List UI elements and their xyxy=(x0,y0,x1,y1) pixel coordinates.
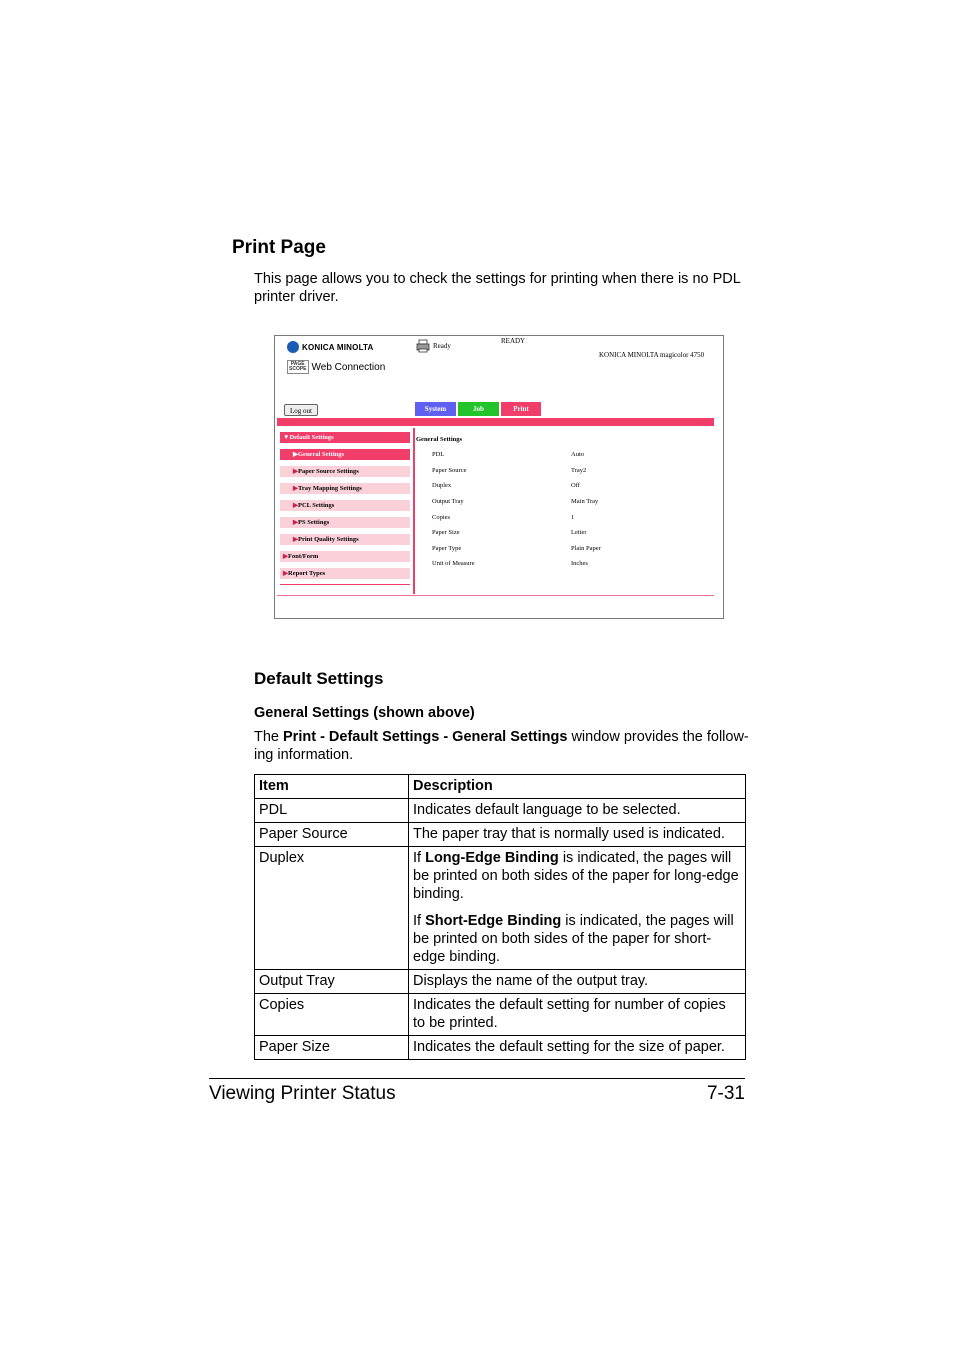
brand-text: KONICA MINOLTA xyxy=(302,342,374,352)
header-bar xyxy=(277,418,714,426)
triangle-right-icon: ▶ xyxy=(293,502,298,509)
pagescope-logo xyxy=(287,360,385,374)
printer-icon xyxy=(416,339,430,353)
setting-value: Letter xyxy=(571,529,587,536)
cell-description: Indicates the default setting for the size of paper. xyxy=(409,1036,746,1060)
setting-value: Auto xyxy=(571,451,584,458)
cell-item: Paper Size xyxy=(255,1036,409,1060)
setting-label: Paper Source xyxy=(432,467,467,474)
globe-icon xyxy=(287,341,299,353)
tab-print[interactable]: Print xyxy=(501,402,541,416)
setting-label: PDL xyxy=(432,451,445,458)
footer-rule xyxy=(209,1078,745,1079)
cell-description: The paper tray that is normally used is indicated. xyxy=(409,823,746,847)
setting-value: Tray2 xyxy=(571,467,587,474)
setting-label: Paper Type xyxy=(432,545,462,552)
setting-label: Duplex xyxy=(432,482,452,489)
setting-value: Off xyxy=(571,482,580,489)
cell-item: Paper Source xyxy=(255,823,409,847)
header-item: Item xyxy=(255,775,409,799)
tab-system[interactable]: System xyxy=(415,402,456,416)
table-row xyxy=(255,1036,746,1060)
panel-divider xyxy=(413,428,415,594)
cell-description: Displays the name of the output tray. xyxy=(409,970,746,994)
triangle-right-icon: ▶ xyxy=(293,451,298,458)
subsection-subtitle: General Settings (shown above) xyxy=(254,705,475,721)
table-row xyxy=(255,970,746,994)
cell-item: Duplex xyxy=(255,847,409,970)
cell-description: If Long-Edge Binding is indicated, the pages will be printed on both sides of the paper for long-edge binding. If Short-Edge Binding is indicated, the pages will be printed on both sides of the paper for short-edge binding. xyxy=(409,847,746,970)
status-ready: READY xyxy=(501,337,526,345)
menu-item-print-quality-settings[interactable]: ▶Print Quality Settings xyxy=(280,534,410,545)
setting-value: Main Tray xyxy=(571,498,599,505)
intro-paragraph xyxy=(254,270,754,306)
menu-item-default-settings[interactable]: ▼Default Settings xyxy=(280,432,410,443)
triangle-right-icon: ▶ xyxy=(293,485,298,492)
cell-description: Indicates the default setting for number of copies to be printed. xyxy=(409,994,746,1036)
setting-label: Output Tray xyxy=(432,498,464,505)
konica-minolta-logo xyxy=(287,341,374,353)
product-name: Web Connection xyxy=(311,361,386,373)
menu-item-ps-settings[interactable]: ▶PS Settings xyxy=(280,517,410,528)
section-title: Print Page xyxy=(232,237,326,258)
table-row xyxy=(255,994,746,1036)
intro-line-2: printer driver. xyxy=(254,289,339,305)
triangle-right-icon: ▶ xyxy=(283,570,288,577)
triangle-right-icon: ▶ xyxy=(293,536,298,543)
cell-item: PDL xyxy=(255,799,409,823)
logout-button[interactable]: Log out xyxy=(284,404,318,416)
header-description: Description xyxy=(409,775,746,799)
footer-divider xyxy=(277,595,714,596)
settings-table xyxy=(254,774,746,1060)
intro-line-1: This page allows you to check the settings for printing when there is no PDL xyxy=(254,271,741,287)
menu-item-pcl-settings[interactable]: ▶PCL Settings xyxy=(280,500,410,511)
cell-description: Indicates default language to be selected. xyxy=(409,799,746,823)
setting-value: 1 xyxy=(571,514,575,521)
menu-item-tray-mapping-settings[interactable]: ▶Tray Mapping Settings xyxy=(280,483,410,494)
menu-item-general-settings[interactable]: ▶General Settings xyxy=(280,449,410,460)
pagescope-badge: PAGE SCOPE xyxy=(289,361,307,372)
page-number: 7-31 xyxy=(706,1083,745,1104)
menu-item-report-types[interactable]: ▶Report Types xyxy=(280,568,410,579)
menu-item-paper-source-settings[interactable]: ▶Paper Source Settings xyxy=(280,466,410,477)
status-short: Ready xyxy=(433,342,451,350)
model-name: KONICA MINOLTA magicolor 4750 xyxy=(599,351,705,359)
subsection-title: Default Settings xyxy=(254,669,384,688)
setting-value: Inches xyxy=(571,560,588,567)
menu-item-font-form[interactable]: ▶Font/Form xyxy=(280,551,410,562)
menu-divider xyxy=(280,584,410,585)
table-row xyxy=(255,847,746,970)
table-header-row xyxy=(255,775,746,799)
footer-chapter: Viewing Printer Status xyxy=(209,1083,396,1104)
cell-item: Copies xyxy=(255,994,409,1036)
description-paragraph: The Print - Default Settings - General Settings window provides the follow- ing information. xyxy=(254,729,749,763)
table-row xyxy=(255,823,746,847)
setting-label: Unit of Measure xyxy=(432,560,475,567)
triangle-down-icon: ▼ xyxy=(283,434,290,441)
tab-job[interactable]: Job xyxy=(458,402,499,416)
triangle-right-icon: ▶ xyxy=(293,519,298,526)
table-row xyxy=(255,799,746,823)
setting-label: Paper Size xyxy=(432,529,460,536)
web-connection-screenshot xyxy=(274,335,724,619)
setting-value: Plain Paper xyxy=(571,545,601,552)
panel-title: General Settings xyxy=(416,436,463,443)
cell-item: Output Tray xyxy=(255,970,409,994)
triangle-right-icon: ▶ xyxy=(293,468,298,475)
setting-label: Copies xyxy=(432,514,451,521)
triangle-right-icon: ▶ xyxy=(283,553,288,560)
